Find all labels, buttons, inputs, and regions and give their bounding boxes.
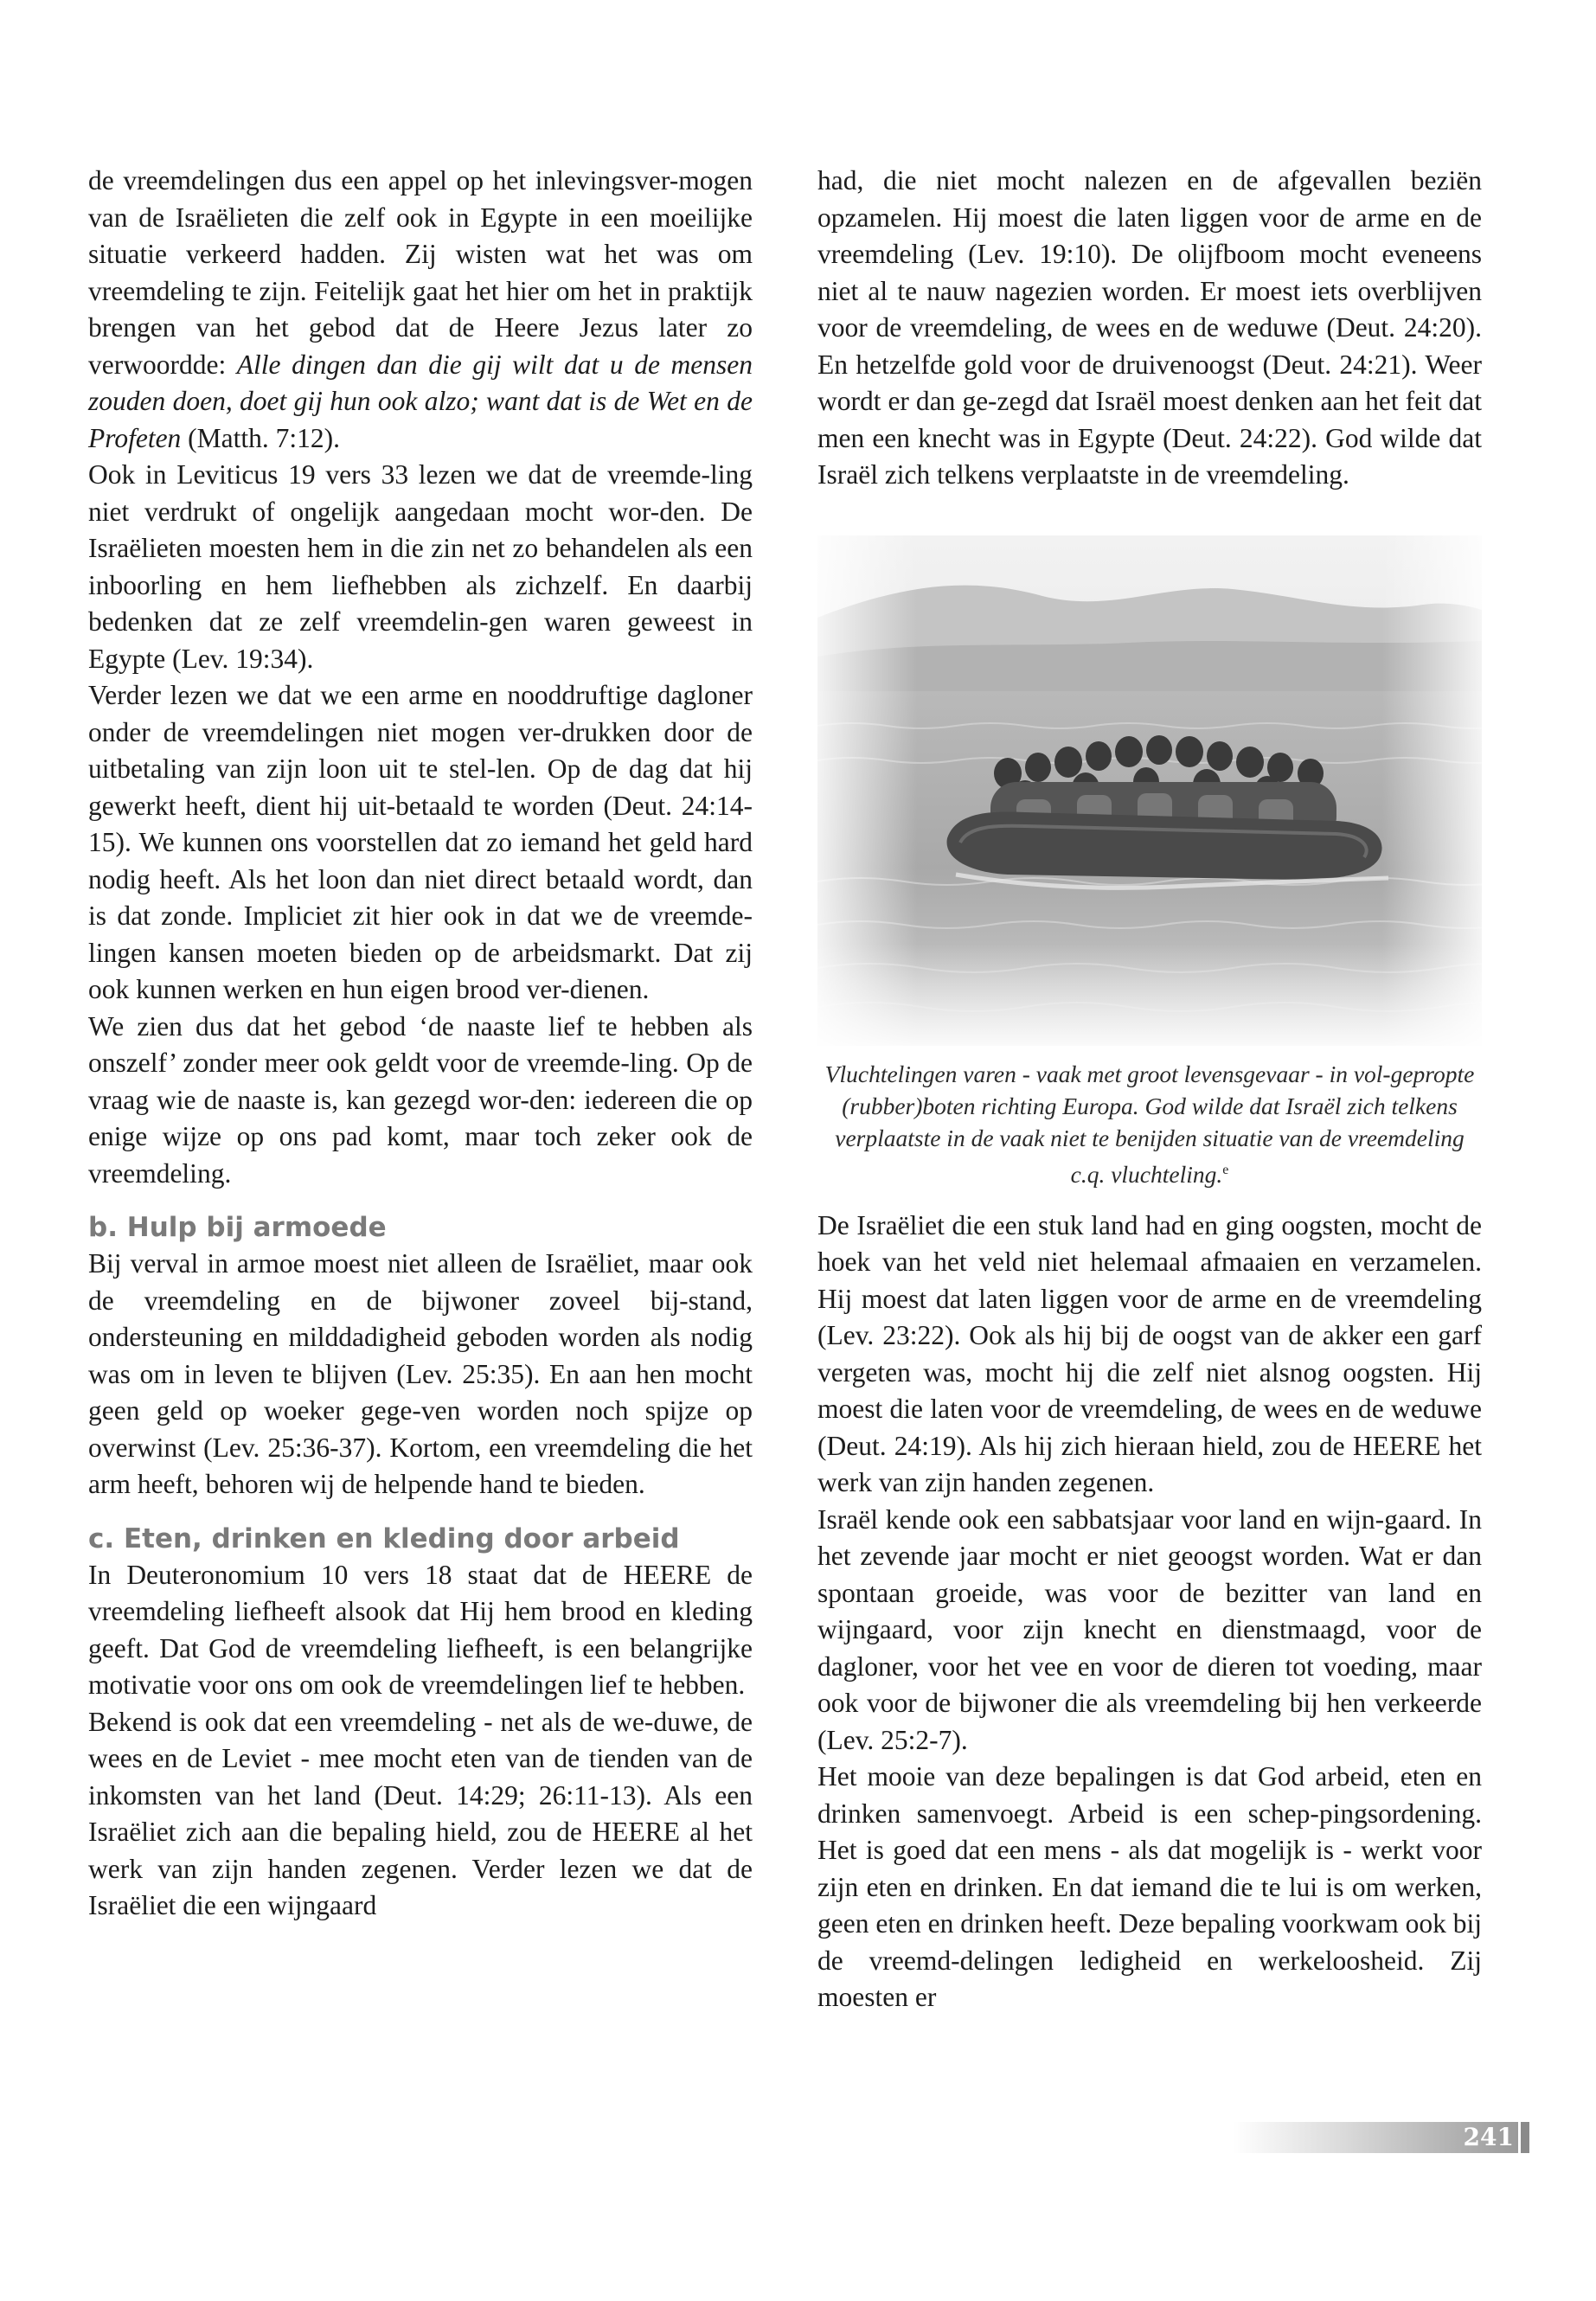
refugee-boat-image	[817, 535, 1482, 1046]
right-paragraph-2: De Israëliet die een stuk land had en ging oogsten, mocht de hoek van het veld niet helemaal afmaaien en verzamelen. Hij moest dat laten liggen voor de arme en de vreemdeling (Lev. 23:22). Ook als hij bij de oogst van de akker een garf vergeten was, mocht hij die zelf niet alsnog oogsten. Hij moest die laten voor de vreemdeling, de wees en de weduwe (Deut. 24:19). Als hij zich hieraan hield, zou de HEERE het werk van zijn handen zegenen.	[817, 1209, 1482, 1498]
bible-quote: Alle dingen dan die gij wilt dat u de mensen zouden doen, doet gij hun ook alzo; want dat is de Wet en de Profeten	[88, 349, 753, 453]
footnote-marker: e	[1222, 1162, 1229, 1177]
left-paragraph-7: Bekend is ook dat een vreemdeling - net als de we-duwe, de wees en de Leviet - mee mocht eten van de tienden van de inkomsten van het land (Deut. 14:29; 26:11-13). Als een Israëliet zich aan die bepaling hield, zou de HEERE al het werk van zijn handen zegenen. Verder lezen we dat de Israëliet die een wijngaard	[88, 1706, 753, 1920]
right-column	[817, 163, 1482, 2016]
right-paragraph-1: had, die niet mocht nalezen en de afgevallen beziën opzamelen. Hij moest die laten liggen voor de arme en de vreemdeling (Lev. 19:10). De olijfboom mocht eveneens niet al te nauw nagezien worden. Er moest iets overblijven voor de vreemdeling, de wees en de weduwe (Deut. 24:20). En hetzelfde gold voor de druivenoogst (Deut. 24:21). Weer wordt er dan ge-zegd dat Israël moest denken aan het feit dat men een knecht was in Egypte (Deut. 24:22). God wilde dat Israël zich telkens verplaatste in de vreemdeling.	[817, 165, 1482, 490]
photo-caption	[817, 1058, 1482, 1190]
refugee-boat-photo	[817, 535, 1482, 1046]
page-number: 241	[1463, 2123, 1514, 2151]
spacer	[817, 1190, 1482, 1208]
left-column	[88, 163, 753, 1925]
section-heading-b: b. Hulp bij armoede	[88, 1212, 387, 1243]
left-paragraph-1-text: de vreemdelingen dus een appel op het inlevingsver-mogen van de Israëlieten die zelf ook in Egypte in een moeilijke situatie verkeerd hadden. Zij wisten wat het was om vreemdeling te zijn. Feitelijk gaat het hier om het in praktijk brengen van het gebod dat de Heere Jezus later zo verwoordde:	[88, 165, 753, 380]
left-paragraph-1	[88, 163, 753, 457]
left-paragraph-6: In Deuteronomium 10 vers 18 staat dat de HEERE de vreemdeling liefheeft alsook dat Hij hem brood en kleding geeft. Dat God de vreemdeling liefheeft, is een belangrijke motivatie voor ons om ook de vreemdelingen lief te hebben.	[88, 1559, 753, 1700]
photo-caption-text: Vluchtelingen varen - vaak met groot levensgevaar - in vol-gepropte (rubber)boten richting Europa. God wilde dat Israël zich telkens verplaatste in de vaak niet te benijden situatie van de vreemdeling c.q. vluchteling.	[824, 1060, 1475, 1188]
left-paragraph-5: Bij verval in armoe moest niet alleen de Israëliet, maar ook de vreemdeling en de bijwoner zoveel bij-stand, ondersteuning en milddadigheid geboden worden als nodig was om in leven te blijven (Lev. 25:35). En aan hen mocht geen geld op woeker gege-ven worden noch spijze op overwinst (Lev. 25:36-37). Kortom, een vreemdeling die het arm heeft, behoren wij de helpende hand te bieden.	[88, 1248, 753, 1499]
bible-reference: (Matth. 7:12).	[181, 422, 341, 453]
section-heading-c: c. Eten, drinken en kleding door arbeid	[88, 1522, 680, 1554]
page-number-bar-end	[1521, 2122, 1529, 2153]
left-paragraph-4: We zien dus dat het gebod ‘de naaste lief te hebben als onszelf’ zonder meer ook geldt voor de vreemde-ling. Op de vraag wie de naaste is, kan gezegd wor-den: iedereen die op enige wijze op ons pad komt, maar toch zeker ook de vreemdeling.	[88, 1010, 753, 1189]
right-paragraph-3: Israël kende ook een sabbatsjaar voor land en wijn-gaard. In het zevende jaar mocht er niet geoogst worden. Wat er dan spontaan groeide, was voor de bezitter van land en wijngaard, voor zijn knecht en dienstmaagd, voor de dagloner, voor het vee en voor de dieren tot voeding, maar ook voor de bijwoner die als vreemdeling bij hen verkeerde (Lev. 25:2-7).	[817, 1503, 1482, 1755]
left-paragraph-2: Ook in Leviticus 19 vers 33 lezen we dat de vreemde-ling niet verdrukt of ongelijk aangedaan mocht wor-den. De Israëlieten moesten hem in die zin net zo behandelen als een inboorling en hem liefhebben als zichzelf. En daarbij bedenken dat ze zelf vreemdelin-gen waren geweest in Egypte (Lev. 19:34).	[88, 459, 753, 674]
right-paragraph-4: Het mooie van deze bepalingen is dat God arbeid, eten en drinken samenvoegt. Arbeid is een schep-pingsordening. Het is goed dat een mens - als dat mogelijk is - werkt voor zijn eten en drinken. En dat iemand die te lui is om werken, geen eten en drinken heeft. Deze bepaling voorkwam ook bij de vreemd-delingen ledigheid en werkeloosheid. Zij moesten er	[817, 1761, 1482, 2013]
left-paragraph-3: Verder lezen we dat we een arme en nooddruftige dagloner onder de vreemdelingen niet mogen ver-drukken door de uitbetaling van zijn loon uit te stel-len. Op de dag dat hij gewerkt heeft, dient hij uit-betaald te worden (Deut. 24:14-15). We kunnen ons voorstellen dat zo iemand het geld hard nodig heeft. Als het loon dan niet direct betaald wordt, dan is dat zonde. Impliciet zit hier ook in dat we de vreemde-lingen kansen moeten bieden op de arbeidsmarkt. Dat zij ook kunnen werken en hun eigen brood ver-dienen.	[88, 680, 753, 1004]
